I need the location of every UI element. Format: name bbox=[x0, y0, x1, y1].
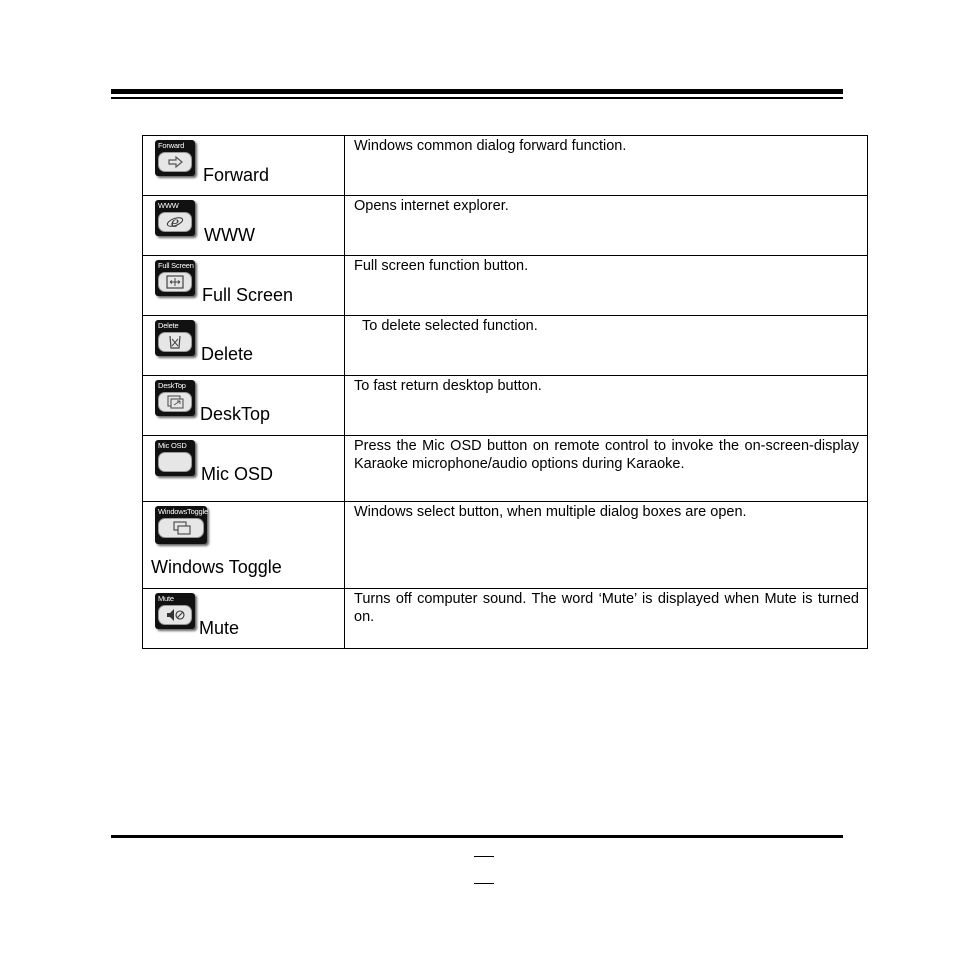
key-description: Turns off computer sound. The word ‘Mute’ is displayed when Mute is turned on. bbox=[345, 589, 868, 649]
key-cell bbox=[143, 256, 345, 316]
www-button-graphic bbox=[155, 200, 195, 236]
table-row bbox=[143, 589, 868, 649]
key-cell bbox=[143, 136, 345, 196]
desktop-icon bbox=[159, 393, 191, 411]
key-label: DeskTop bbox=[200, 404, 271, 424]
key-label: WWW bbox=[204, 225, 255, 245]
forward-button-graphic bbox=[155, 140, 195, 176]
footer-rule bbox=[111, 835, 843, 838]
windows-toggle-icon bbox=[159, 519, 203, 537]
page-number-mark bbox=[474, 856, 494, 857]
key-label: Mute bbox=[199, 618, 240, 638]
page-number-mark bbox=[474, 883, 494, 884]
key-description: Windows common dialog forward function. bbox=[345, 136, 868, 196]
table-row bbox=[143, 376, 868, 436]
table-row bbox=[143, 316, 868, 376]
header-rule-thick bbox=[111, 89, 843, 94]
icon-caption: WWW bbox=[158, 201, 179, 210]
table-row bbox=[143, 436, 868, 502]
key-description: Windows select button, when multiple dialog boxes are open. bbox=[345, 502, 868, 589]
icon-caption: DeskTop bbox=[158, 381, 186, 390]
key-cell bbox=[143, 196, 345, 256]
key-cell bbox=[143, 502, 345, 589]
internet-explorer-icon bbox=[159, 213, 191, 231]
delete-icon bbox=[159, 333, 191, 351]
icon-caption: Full Screen bbox=[158, 261, 194, 270]
icon-caption: Mute bbox=[158, 594, 174, 603]
full-screen-button-graphic bbox=[155, 260, 195, 296]
key-label: Mic OSD bbox=[201, 464, 273, 484]
key-description: Full screen function button. bbox=[345, 256, 868, 316]
desktop-button-graphic bbox=[155, 380, 195, 416]
mic-osd-button-graphic bbox=[155, 440, 195, 476]
icon-caption: Forward bbox=[158, 141, 185, 150]
table-row bbox=[143, 256, 868, 316]
windows-toggle-button-graphic bbox=[155, 506, 207, 544]
icon-caption: Mic OSD bbox=[158, 441, 187, 450]
fullscreen-icon bbox=[159, 273, 191, 291]
key-cell bbox=[143, 589, 345, 649]
icon-caption: WindowsToggle bbox=[158, 507, 208, 516]
table-row bbox=[143, 196, 868, 256]
key-label: Full Screen bbox=[202, 285, 294, 305]
key-label: Forward bbox=[203, 165, 270, 185]
key-cell bbox=[143, 316, 345, 376]
key-cell bbox=[143, 376, 345, 436]
icon-caption: Delete bbox=[158, 321, 179, 330]
table-row bbox=[143, 502, 868, 589]
key-description: Press the Mic OSD button on remote control to invoke the on-screen-display Karaoke microphone/audio options during Karaoke. bbox=[345, 436, 868, 502]
mic-osd-icon bbox=[159, 453, 191, 471]
key-description: Opens internet explorer. bbox=[345, 196, 868, 256]
key-description: To delete selected function. bbox=[345, 316, 868, 376]
table-row bbox=[143, 136, 868, 196]
key-label: Delete bbox=[201, 344, 254, 364]
key-label: Windows Toggle bbox=[151, 557, 282, 577]
key-cell bbox=[143, 436, 345, 502]
key-description: To fast return desktop button. bbox=[345, 376, 868, 436]
header-rule-thin bbox=[111, 97, 843, 99]
remote-keys-table bbox=[142, 135, 868, 649]
forward-arrow-icon bbox=[159, 153, 191, 171]
mute-icon bbox=[159, 606, 191, 624]
svg-text:e: e bbox=[170, 215, 180, 231]
delete-button-graphic bbox=[155, 320, 195, 356]
mute-button-graphic bbox=[155, 593, 195, 629]
